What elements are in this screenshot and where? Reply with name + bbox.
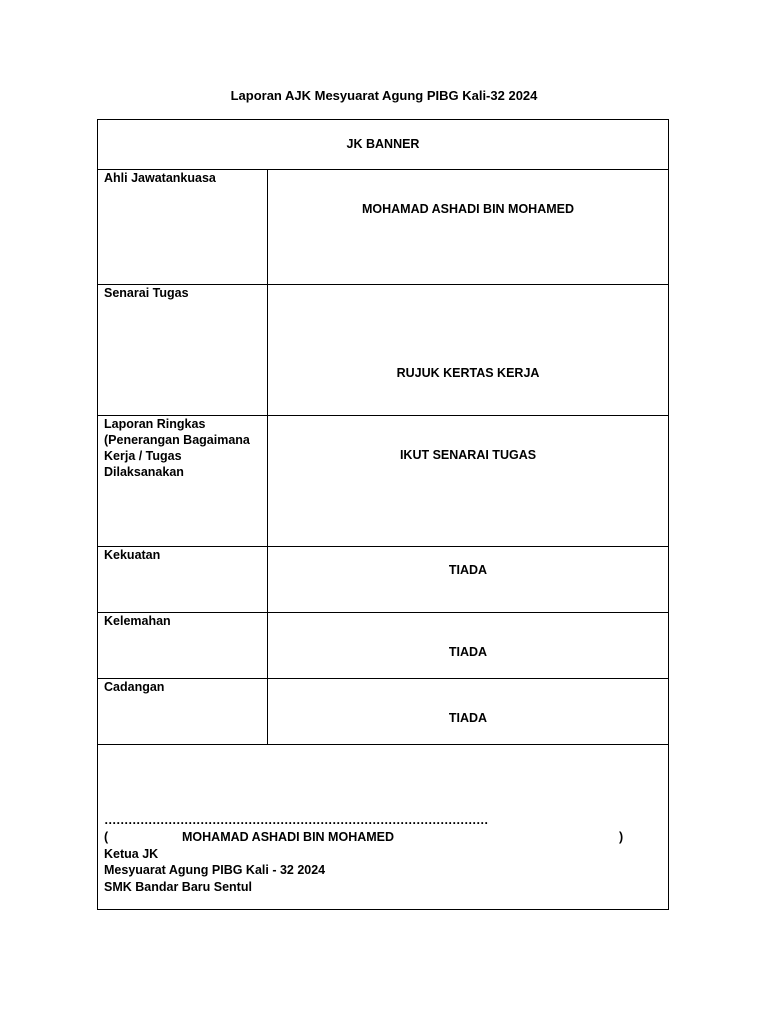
report-table [97,119,669,910]
table-row [98,546,668,613]
row-value-cell [268,612,668,678]
document-title: Laporan AJK Mesyuarat Agung PIBG Kali-32 2024 [230,88,538,103]
table-row [98,284,668,416]
row-value-cell [268,546,668,612]
row-label: Kekuatan [98,546,268,612]
close-paren: ) [619,829,624,844]
row-label: Laporan Ringkas (Penerangan Bagaimana Kerja / Tugas Dilaksanakan [98,415,268,546]
committee-banner: JK BANNER [346,137,420,151]
row-label: Ahli Jawatankuasa [98,169,268,284]
open-paren: ( [104,829,109,844]
meeting-name: Mesyuarat Agung PIBG Kali - 32 2024 [104,863,326,877]
signature-row [98,744,668,909]
signature-block [104,812,662,895]
row-value: TIADA [448,645,488,659]
table-row [98,612,668,679]
row-value-cell [268,415,668,546]
row-value-cell [268,678,668,744]
row-value: RUJUK KERTAS KERJA [396,366,540,380]
signatory-name: MOHAMAD ASHADI BIN MOHAMED [182,829,395,844]
signature-line: …………………………………………………………………………………… [104,813,488,827]
table-row [98,169,668,285]
row-value: MOHAMAD ASHADI BIN MOHAMED [361,202,575,216]
row-value: IKUT SENARAI TUGAS [399,448,537,462]
row-value-cell [268,169,668,284]
table-row [98,678,668,745]
row-value: TIADA [448,563,488,577]
school-name: SMK Bandar Baru Sentul [104,879,252,894]
row-value: TIADA [448,711,488,725]
banner-row [98,120,668,170]
row-label: Senarai Tugas [98,284,268,415]
row-value-cell [268,284,668,415]
row-label: Cadangan [98,678,268,744]
row-label: Kelemahan [98,612,268,678]
signatory-position: Ketua JK [104,846,159,861]
table-row [98,415,668,547]
signatory-name-line [104,829,662,846]
